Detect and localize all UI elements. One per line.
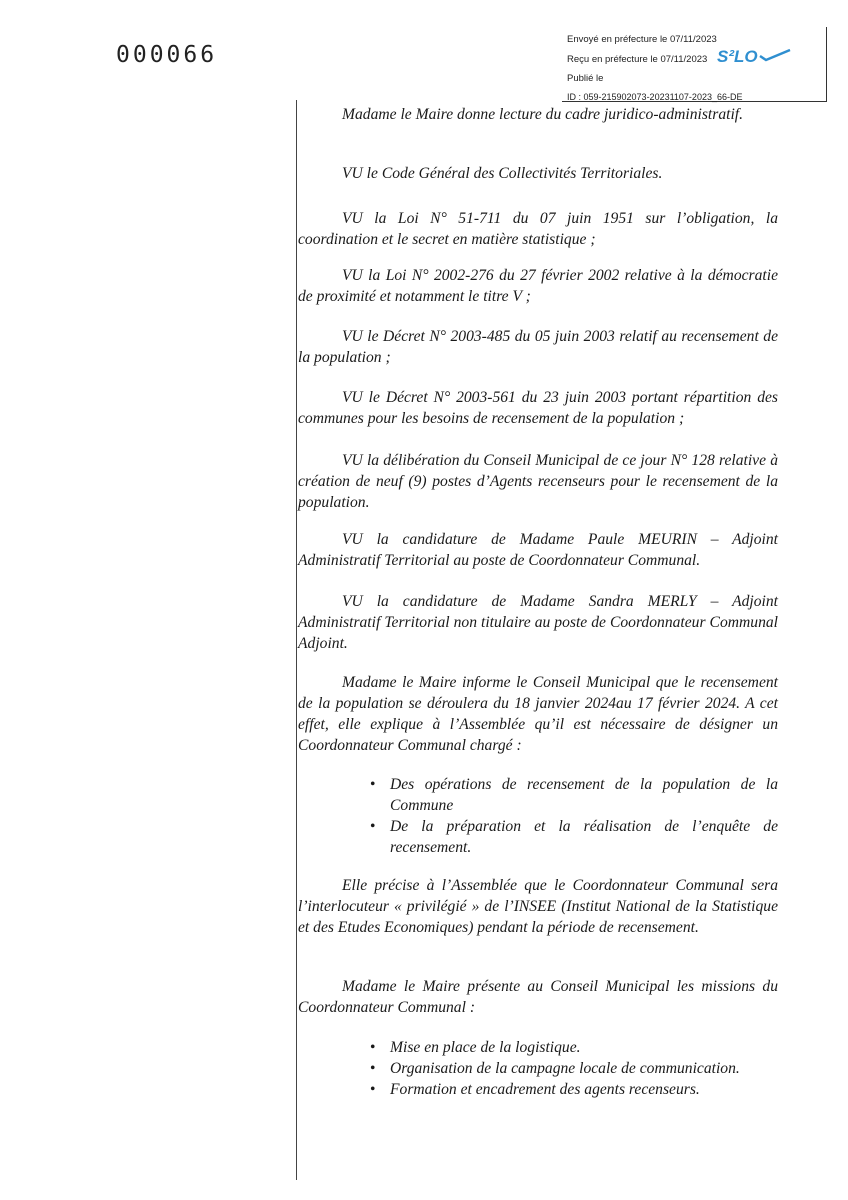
list-item: • Mise en place de la logistique. [370,1037,778,1058]
margin-rule [296,100,297,1180]
paragraph-vu-candidature-merly: VU la candidature de Madame Sandra MERLY – Adjoint Administratif Territorial non titulaire au poste de Coordonnateur Communal Adjoint. [298,593,778,652]
paragraph-vu-decret-561: VU le Décret N° 2003-561 du 23 juin 2003 portant répartition des communes pour les besoins de recensement de la population ; [298,389,778,427]
stamp-sent: Envoyé en préfecture le 07/11/2023 [567,34,717,45]
paragraph-vu-candidature-meurin: VU la candidature de Madame Paule MEURIN – Adjoint Administratif Territorial au poste de Coordonnateur Communal. [298,531,778,569]
stamp-published: Publié le [567,73,604,84]
paragraph-interlocuteur: Elle précise à l’Assemblée que le Coordonnateur Communal sera l’interlocuteur « privilégié » de l’INSEE (Institut National de la Statistique et des Etudes Economiques) pendant la période de recensement. [298,877,778,936]
list-item: • Formation et encadrement des agents recenseurs. [370,1079,778,1100]
s2lo-logo [717,47,792,67]
list-item: • Organisation de la campagne locale de communication. [370,1058,778,1079]
paragraph-missions: Madame le Maire présente au Conseil Municipal les missions du Coordonnateur Communal : [298,978,778,1016]
prefecture-stamp [562,27,827,102]
list-item: • Des opérations de recensement de la population de la Commune [370,774,778,816]
paragraph-information: Madame le Maire informe le Conseil Municipal que le recensement de la population se déroulera du 18 janvier 2024au 17 février 2024. A cet effet, elle explique à l’Assemblée qu’il est nécessaire de désigner un Coordonnateur Communal chargé : [298,674,778,754]
s2lo-logo-text: S²LO [717,47,758,66]
paragraph-vu-deliberation: VU la délibération du Conseil Municipal de ce jour N° 128 relative à création de neuf (9) postes d’Agents recenseurs pour le recensement de la population. [298,452,778,511]
stamp-id: ID : 059-215902073-20231107-2023_66-DE [567,92,743,102]
page-number: 000066 [116,42,218,68]
paragraph-intro: Madame le Maire donne lecture du cadre juridico-administratif. [342,106,744,123]
list-item: • De la préparation et la réalisation de l’enquête de recensement. [370,816,778,858]
check-icon [758,48,792,62]
paragraph-vu-cgct: VU le Code Général des Collectivités Territoriales. [342,165,663,182]
stamp-received: Reçu en préfecture le 07/11/2023 [567,54,708,65]
bullet-list-missions [370,1037,778,1100]
paragraph-vu-loi-2002: VU la Loi N° 2002-276 du 27 février 2002 relative à la démocratie de proximité et notamment le titre V ; [298,267,778,305]
bullet-list-charges [370,774,778,858]
paragraph-vu-loi-1951: VU la Loi N° 51-711 du 07 juin 1951 sur l’obligation, la coordination et le secret en matière statistique ; [298,210,778,248]
paragraph-vu-decret-485: VU le Décret N° 2003-485 du 05 juin 2003 relatif au recensement de la population ; [298,328,778,366]
